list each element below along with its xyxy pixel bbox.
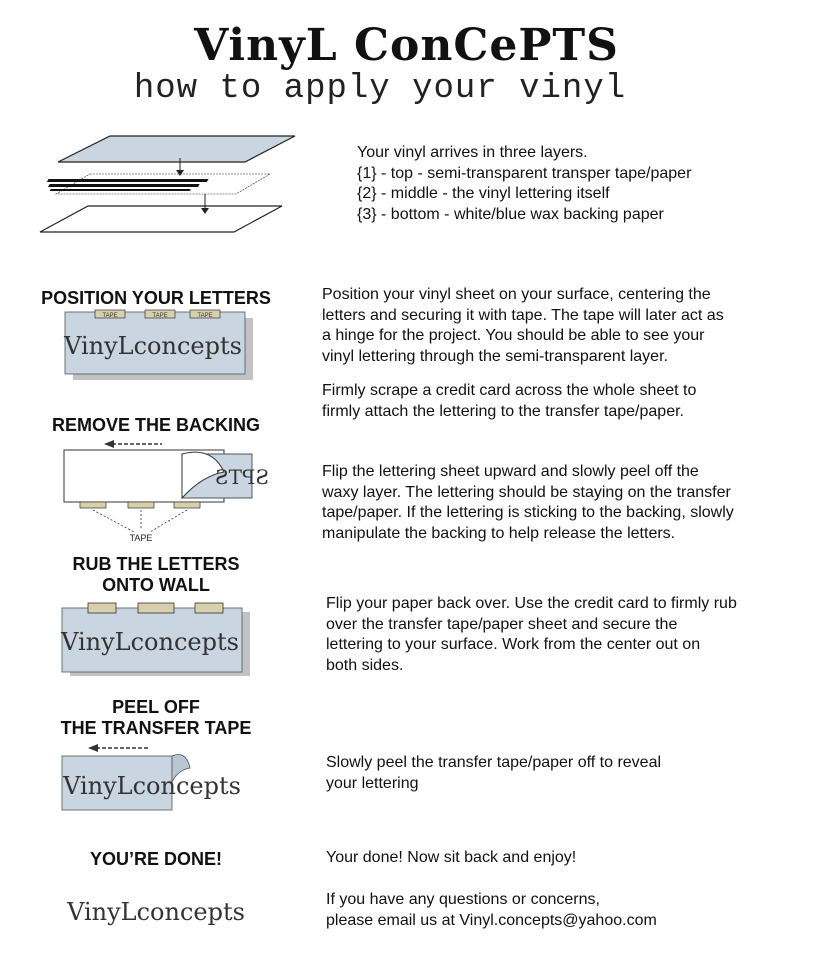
position-line: Position your vinyl sheet on your surface, centering the — [322, 286, 711, 303]
peel-line: Slowly peel the transfer tape/paper off to reveal — [326, 754, 662, 771]
sheet-logo: VinyLconcepts — [64, 332, 242, 360]
intro-line: {1} - top - semi-transparent transper tape/paper — [357, 164, 692, 182]
contact-line: please email us at Vinyl.concepts@yahoo.com — [326, 911, 657, 929]
peel-line: your lettering — [326, 774, 419, 792]
tape-strip — [138, 603, 174, 613]
bottom-layer-sheet — [40, 206, 282, 232]
done-logo — [67, 892, 246, 932]
tape-pointer — [150, 510, 187, 532]
position-line: a hinge for the project. You should be able to see your — [322, 327, 705, 344]
scrape-line: Firmly scrape a credit card across the whole sheet to — [322, 382, 697, 399]
revealed-logo: VinyLconcepts — [63, 772, 241, 800]
scrape-text — [322, 381, 696, 422]
tape-strip — [174, 502, 200, 508]
remove-line: Flip the lettering sheet upward and slowly peel off the — [322, 463, 699, 480]
tape-label: TAPE — [197, 313, 213, 319]
tape-label: TAPE — [102, 313, 118, 319]
rub-heading — [28, 554, 284, 596]
peel-illustration — [62, 742, 252, 822]
rub-text — [326, 594, 737, 676]
peel-heading-line: THE TRANSFER TAPE — [60, 718, 252, 738]
peel-heading — [28, 697, 284, 739]
remove-heading: REMOVE THE BACKING — [51, 415, 260, 435]
tape-label: TAPE — [152, 313, 168, 319]
tape-strip — [195, 603, 223, 613]
tape-callout: TAPE — [129, 533, 153, 543]
rub-illustration — [62, 600, 282, 690]
tape-strip — [88, 603, 116, 613]
intro-line: {2} - middle - the vinyl lettering itself — [357, 185, 610, 202]
brand-title: VinyL ConCePTS — [194, 20, 619, 71]
rub-heading-line: ONTO WALL — [102, 575, 210, 595]
tape-pointer — [93, 510, 134, 532]
rub-line: both sides. — [326, 656, 404, 674]
remove-line: manipulate the backing to help release the letters. — [322, 524, 676, 542]
remove-line: waxy layer. The lettering should be staying on the transfer — [322, 483, 731, 501]
direction-arrow-head — [88, 744, 98, 752]
final-logo: VinyLconcepts — [67, 898, 245, 926]
rub-line: over the transfer tape/paper sheet and secure the — [326, 615, 678, 633]
remove-text — [322, 462, 734, 544]
position-heading: POSITION YOUR LETTERS — [41, 288, 271, 308]
arrow-head-1 — [176, 170, 184, 176]
peel-text — [326, 753, 661, 794]
layers-illustration — [30, 128, 300, 243]
rub-line: lettering to your surface. Work from the center out on — [326, 636, 701, 653]
direction-arrow-head — [104, 440, 114, 448]
remove-line: tape/paper. If the lettering is sticking to the backing, slowly — [322, 504, 734, 521]
page-subtitle: how to apply your vinyl — [133, 70, 627, 108]
sheet-logo: VinyLconcepts — [61, 628, 239, 656]
scrape-line: firmly attach the lettering to the transfer tape/paper. — [322, 402, 684, 420]
remove-illustration — [62, 436, 272, 546]
position-line: letters and securing it with tape. The tape will later act as — [322, 306, 724, 324]
rub-line: Flip your paper back over. Use the credit card to firmly rub — [326, 595, 737, 612]
intro-line: {3} - bottom - white/blue wax backing paper — [357, 205, 664, 223]
top-layer-sheet — [58, 136, 295, 162]
done-text: Your done! Now sit back and enjoy! — [326, 849, 577, 866]
vinyl-letters-marks — [47, 176, 255, 192]
rub-heading-line: RUB THE LETTERS — [72, 554, 240, 574]
peel-heading-line: PEEL OFF — [112, 697, 200, 717]
contact-line: If you have any questions or concerns, — [326, 891, 600, 908]
intro-text — [357, 143, 691, 225]
position-illustration — [65, 310, 285, 390]
position-line: vinyl lettering through the semi-transparent layer. — [322, 347, 668, 365]
tape-strip — [128, 502, 154, 508]
position-text — [322, 285, 724, 367]
intro-line: Your vinyl arrives in three layers. — [357, 144, 588, 161]
contact-text — [326, 890, 657, 931]
done-heading: YOU’RE DONE! — [89, 849, 222, 869]
tape-strip — [80, 502, 106, 508]
mirror-letters: SPTS — [214, 465, 270, 489]
